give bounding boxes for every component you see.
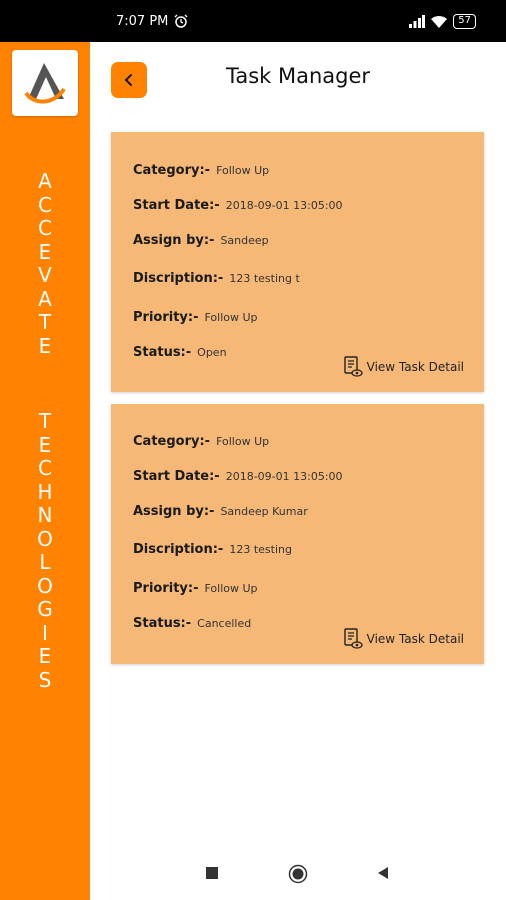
home-button[interactable] xyxy=(288,864,308,889)
status-bar xyxy=(0,0,506,42)
brand-letter: G xyxy=(37,597,53,621)
category-value: Follow Up xyxy=(216,435,270,448)
priority-label: Priority:- xyxy=(133,310,199,325)
priority-row xyxy=(133,310,258,325)
task-card xyxy=(111,132,484,392)
description-label: Discription:- xyxy=(133,542,224,557)
start-date-row xyxy=(133,469,343,484)
accevate-logo-icon xyxy=(20,59,70,107)
priority-value: Follow Up xyxy=(204,311,258,324)
square-icon xyxy=(205,866,219,880)
description-value: 123 testing t xyxy=(229,272,300,285)
back-nav-button[interactable] xyxy=(376,866,390,885)
brand-letter: V xyxy=(38,263,52,287)
alarm-icon xyxy=(174,14,188,28)
brand-letter: E xyxy=(38,239,52,264)
status-row xyxy=(133,616,251,631)
start-date-label: Start Date:- xyxy=(133,198,220,213)
view-task-detail-button[interactable] xyxy=(343,628,464,650)
category-value: Follow Up xyxy=(216,164,270,177)
view-task-detail-label: View Task Detail xyxy=(366,632,464,646)
system-nav-bar xyxy=(90,856,506,896)
view-task-detail-button[interactable] xyxy=(343,356,464,378)
brand-name-line1 xyxy=(0,170,90,358)
assign-by-value: Sandeep xyxy=(220,234,269,247)
brand-letter: A xyxy=(38,286,52,311)
wifi-icon xyxy=(431,15,447,28)
brand-letter: O xyxy=(37,573,53,598)
brand-letter: E xyxy=(38,333,52,358)
category-label: Category:- xyxy=(133,434,211,449)
brand-letter: E xyxy=(38,432,52,457)
brand-letter: I xyxy=(42,620,48,645)
sidebar xyxy=(0,42,90,900)
brand-letter: T xyxy=(38,310,52,334)
category-row xyxy=(133,434,269,449)
priority-row xyxy=(133,581,258,596)
start-date-value: 2018-09-01 13:05:00 xyxy=(225,199,343,212)
recent-apps-button[interactable] xyxy=(205,866,219,885)
brand-letter: C xyxy=(38,456,52,480)
description-label: Discription:- xyxy=(133,271,224,286)
start-date-value: 2018-09-01 13:05:00 xyxy=(225,470,343,483)
priority-label: Priority:- xyxy=(133,581,199,596)
category-row xyxy=(133,163,269,178)
brand-letter: L xyxy=(39,550,51,574)
document-view-icon xyxy=(343,356,363,378)
status-time: 7:07 PM xyxy=(116,13,169,29)
priority-value: Follow Up xyxy=(204,582,258,595)
assign-by-row xyxy=(133,504,308,519)
brand-name-line2 xyxy=(0,410,90,692)
brand-letter: C xyxy=(38,216,52,240)
circle-icon xyxy=(288,864,308,884)
battery-level: 57 xyxy=(458,15,471,26)
status-value: Cancelled xyxy=(197,617,252,630)
description-row xyxy=(133,542,292,557)
description-value: 123 testing xyxy=(229,543,292,556)
start-date-row xyxy=(133,198,343,213)
status-value: Open xyxy=(197,346,227,359)
start-date-label: Start Date:- xyxy=(133,469,220,484)
assign-by-row xyxy=(133,233,269,248)
brand-letter: E xyxy=(38,644,52,668)
document-view-icon xyxy=(343,628,363,650)
status-row xyxy=(133,345,227,360)
chevron-left-icon xyxy=(122,73,136,87)
triangle-back-icon xyxy=(376,866,390,880)
assign-by-label: Assign by:- xyxy=(133,504,215,519)
company-logo xyxy=(12,50,78,116)
assign-by-value: Sandeep Kumar xyxy=(220,505,308,518)
brand-letter: A xyxy=(38,169,52,193)
battery-icon xyxy=(453,14,476,29)
brand-letter: N xyxy=(37,503,53,527)
category-label: Category:- xyxy=(133,163,211,178)
assign-by-label: Assign by:- xyxy=(133,233,215,248)
brand-letter: H xyxy=(37,479,53,504)
signal-icon xyxy=(409,15,425,28)
brand-letter: O xyxy=(37,526,53,551)
brand-letter: T xyxy=(38,409,52,433)
view-task-detail-label: View Task Detail xyxy=(366,360,464,374)
back-button[interactable] xyxy=(111,62,147,98)
page-title: Task Manager xyxy=(225,64,371,88)
brand-letter: S xyxy=(38,667,52,692)
description-row xyxy=(133,271,300,286)
brand-letter: C xyxy=(38,192,52,217)
status-label: Status:- xyxy=(133,616,192,631)
status-label: Status:- xyxy=(133,345,192,360)
task-card xyxy=(111,404,484,664)
